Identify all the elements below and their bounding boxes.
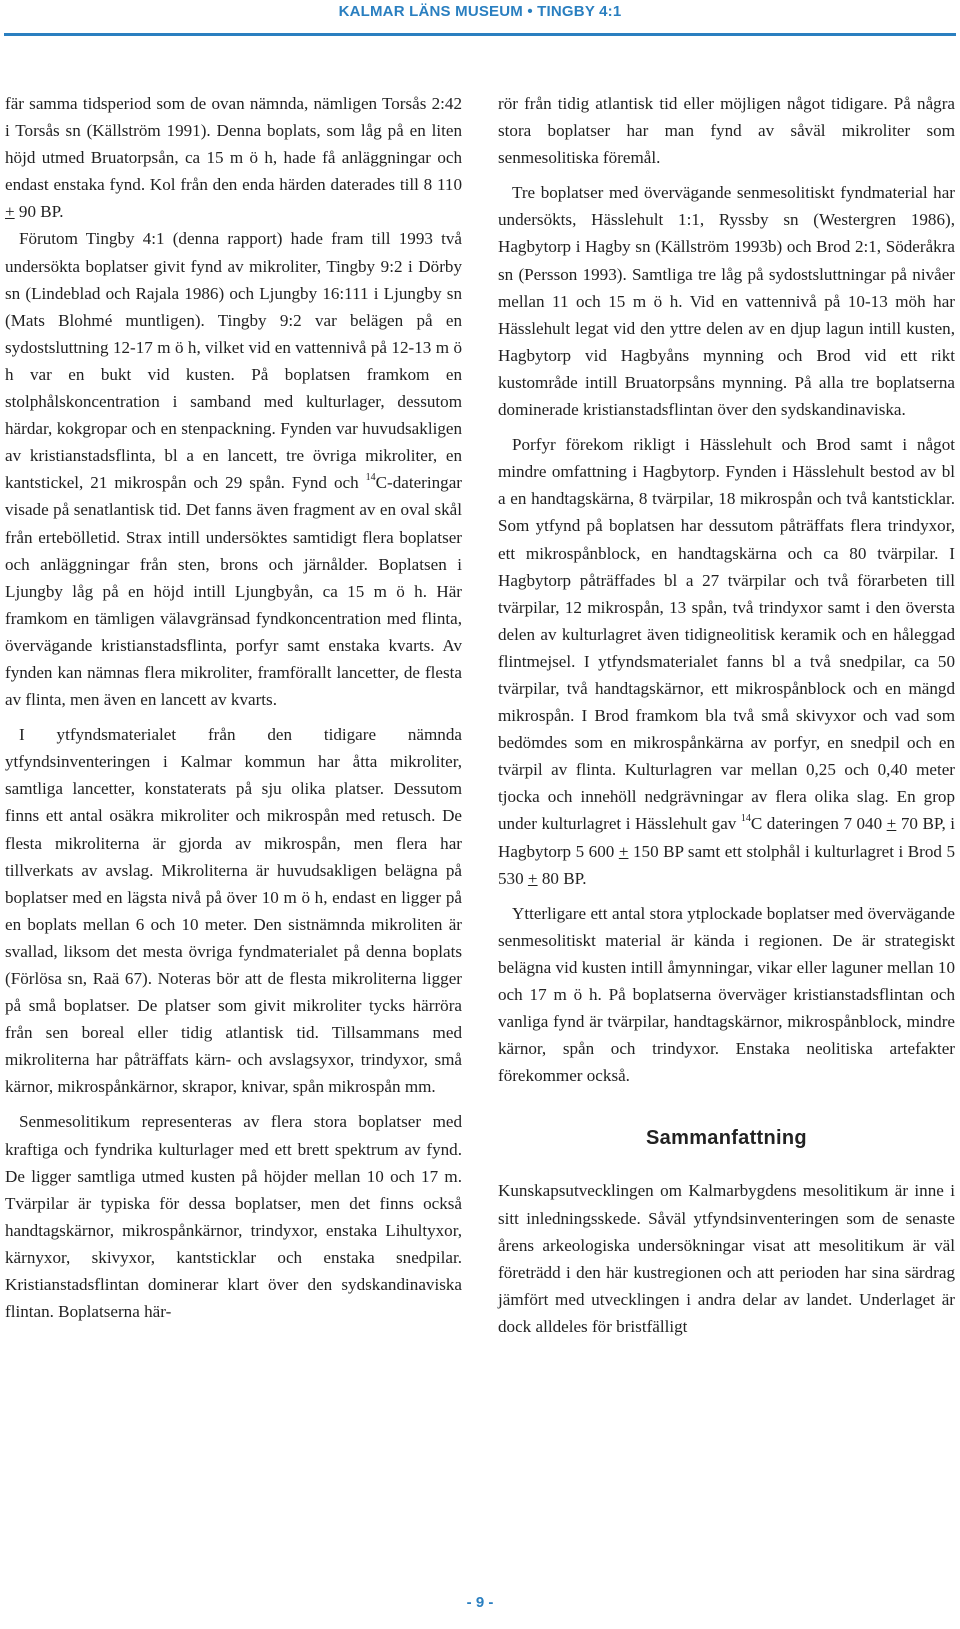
plus-minus-sign: +	[886, 814, 897, 834]
text-run: 90 BP.	[14, 202, 64, 222]
left-paragraph-4: Senmesolitikum representeras av flera stora boplatser med kraftiga och fyndrika kulturlager med ett brett spektrum av fynd. De ligger samtliga utmed kusten på höjder mellan 10 och 17 m. Tvärpilar är typiska för dessa boplatser, men det finns också handtagskärnor, mikrospånkärnor, trindyxor, enstaka Lihultyxor, kärnyxor, skivyxor, kantsticklar och enstaka snedpilar. Kristianstadsflintan dominerar klart över den sydskandinaviska flintan. Boplatserna här-	[5, 1112, 462, 1322]
left-column	[5, 90, 462, 1325]
text-run: C dateringen 7 040	[750, 814, 887, 834]
section-heading: Sammanfattning	[646, 1127, 807, 1150]
right-paragraph-3	[498, 431, 955, 892]
text-run: 150 BP samt ett stolphål i kulturlagret i Brod 5 530	[498, 841, 955, 888]
right-paragraph-1: rör från tidig atlantisk tid eller möjligen något tidigare. På några stora boplatser har man fynd av såväl mikroliter som senmesolitiska föremål.	[498, 94, 955, 168]
text-run: 80 BP.	[537, 868, 587, 888]
right-paragraph-5: Kunskapsutvecklingen om Kalmarbygdens mesolitikum är inne i sitt inledningsskede. Såväl ytfyndsinventeringen som de senaste årens arkeologiska undersökningar visat att mesolitikum är väl företrädd i den här kustregionen och att perioden har sina särdrag jämfört med utvecklingen i andra delar av landet. Underlaget är dock alldeles för bristfälligt	[498, 1181, 955, 1336]
left-paragraph-1	[5, 90, 462, 225]
right-paragraph-2: Tre boplatser med övervägande senmesolitiskt fyndmaterial har undersökts, Hässlehult 1:1, Ryssby sn (Westergren 1986), Hagbytorp i Hagby sn (Källström 1993b) och Brod 2:1, Söderåkra sn (Persson 1993). Samtliga tre låg på sydostsluttningar på nivåer mellan 11 och 15 m ö h. Vid en vattennivå på 10-13 möh har Hässlehult legat vid den yttre delen av en djup lagun intill kusten, Hagbytorp vid Hagbyåns mynning och Brod vid ett rikt kustområde intill Bruatorpsåns mynning. På alla tre boplatserna dominerade kristianstadsflintan över den sydskandinaviska.	[498, 183, 955, 420]
left-paragraph-3: I ytfyndsmaterialet från den tidigare nämnda ytfyndsinventeringen i Kalmar kommun har åtta mikroliter, samtliga lancetter, konstaterats på sju olika platser. Dessutom finns ett antal osäkra mikroliter och mikrospån med retusch. De flesta mikroliterna är gjorda av mikrospån, men flera har tillverkats av avslag. Mikroliterna är huvudsakligen belägna på boplatser med en lägsta nivå på över 10 m ö h, endast en ligger på en boplats mellan 6 och 10 meter. Den sistnämnda mikroliten är svallad, liksom det mesta övriga fyndmaterialet på denna boplats (Förlösa sn, Raä 67). Noteras bör att de flesta mikroliterna ligger på små boplatser. De platser som givit mikroliter tycks härröra från sen boreal eller tidig atlantisk tid. Tillsammans med mikroliterna har påträffats kärn- och avslagsyxor, trindyxor, små kärnor, mikrospånkärnor, skrapor, knivar, spån mikrospån mm.	[5, 725, 462, 1097]
running-header-title: KALMAR LÄNS MUSEUM • TINGBY 4:1	[338, 3, 622, 20]
left-paragraph-2	[5, 225, 462, 713]
plus-minus-sign: +	[618, 841, 629, 861]
text-run: Förutom Tingby 4:1 (denna rapport) hade fram till 1993 två undersökta boplatser givit fynd av mikroliter, Tingby 9:2 i Dörby sn (Lindeblad och Rajala 1986) och Ljungby 16:111 i Ljungby sn (Mats Blohmé muntligen). Tingby 9:2 var belägen på en sydostsluttning 12-17 m ö h, vilket vid en vattennivå på 12-13 m ö h var en bukt vid kusten. På boplatsen framkom en stolphålskoncentration i samband med kulturlager, dessutom härdar, kokgropar och en stenpackning. Fynden var huvudsakligen av kristianstadsflinta, bl a en lancett, tre övriga mikroliter, en kantstickel, 21 mikrospån och 29 spån. Fynd och	[5, 229, 462, 493]
superscript: 14	[740, 813, 751, 825]
header-divider	[4, 33, 956, 36]
right-paragraph-4: Ytterligare ett antal stora ytplockade boplatser med övervägande senmesolitiskt material är kända i regionen. De är strategiskt belägna vid kusten intill åmynningar, vikar eller laguner mellan 10 och 17 m ö h. På boplatserna överväger kristianstadsflintan och vanliga fynd är tvärpilar, handtagskärnor, mikrospånblock, mindre kärnor, spån och trindyxor. Enstaka neolitiska artefakter förekommer också.	[498, 903, 955, 1086]
text-run: C-dateringar visade på senatlantisk tid. Det fanns även fragment av en oval skål från ertebölletid. Strax intill undersöktes samtidigt flera boplatser och anläggningar från sten, brons och järnålder. Boplatsen i Ljungby låg på en höjd intill Ljungbyån, ca 15 m ö h. Här framkom en tämligen välavgränsad fyndkoncentration med flinta, övervägande kristianstadsflinta, porfyr samt enstaka kvarts. Av fynden kan nämnas flera mikroliter, framförallt lancetter, de flesta av flinta, men även en lancett av kvarts.	[5, 473, 462, 710]
text-run: 70 BP, i Hagbytorp 5 600	[498, 814, 956, 861]
plus-minus-sign: +	[5, 202, 15, 222]
text-run: fär samma tidsperiod som de ovan nämnda, nämligen Torsås 2:42 i Torsås sn (Källström 1991). Denna boplats, som låg på en liten höjd utmed Bruatorpsån, ca 15 m ö h, hade få anläggningar och endast enstaka fynd. Kol från den enda härden daterades till 8 110	[5, 94, 462, 195]
superscript: 14	[365, 472, 376, 484]
right-column	[498, 90, 955, 1340]
page-header	[0, 0, 960, 38]
text-run: Porfyr förekom rikligt i Hässlehult och Brod samt i något mindre omfattning i Hagbytorp. Fynden i Hässlehult bestod av bl a en handtagskärna, 8 tvärpilar, 18 mikrospån och två kantsticklar. Som ytfynd på boplatsen har dessutom påträffats flera trindyxor, ett mikrospånblock, en handtagskärna och ca 80 tvärpilar. I Hagbytorp påträffades bl a 27 tvärpilar och två förarbeten till tvärpilar, 12 mikrospån, 13 spån, två trindyxor samt i den översta delen av kulturlagret även tidigneolitisk keramik och en håleggad flintmejsel. I ytfyndsmaterialet fanns bl a två snedpilar, ca 50 tvärpilar, två handtagskärnor, ett mikrospånblock och en mängd mikrospån. I Brod framkom bla två små skivyxor och vad som bedömdes som en mikrospånkärna av porfyr, en snedpil och en tvärpil av flinta. Kulturlagren var mellan 0,25 och 0,40 meter tjocka och innehöll nedgrävningar av flera olika slag. En grop under kulturlagret i Hässlehult gav	[498, 435, 955, 834]
plus-minus-sign: +	[527, 868, 538, 888]
page-number: - 9 -	[466, 1594, 494, 1611]
